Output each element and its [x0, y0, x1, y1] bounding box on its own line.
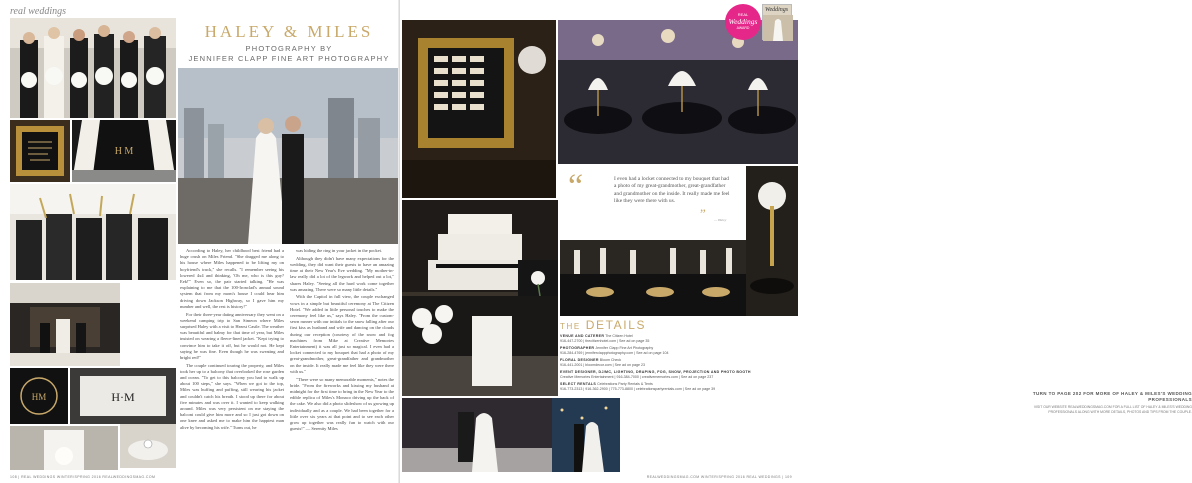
- champagne-toast-photo: [10, 184, 176, 280]
- reception-room-photo: [558, 20, 798, 164]
- bride-bouquet-photo: [10, 426, 118, 470]
- magazine-cover-thumbnail: [762, 4, 792, 40]
- svg-text:H M: H M: [114, 146, 134, 157]
- sign-frame-photo: [10, 120, 70, 182]
- detail-value: The Citizen Hotel: [605, 334, 633, 338]
- centerpiece-photo: [746, 166, 798, 316]
- left-page-footer: 108 | REAL WEDDINGS WINTER/SPRING 2016 REALWEDDINGSMAG.COM: [10, 475, 156, 479]
- badge-line2: Weddings: [728, 17, 758, 26]
- quote-attribution: — Haley: [714, 218, 727, 222]
- detail-value: Jennifer Clapp Fine Art Photography: [595, 346, 654, 350]
- ring-closeup-photo: [120, 424, 176, 468]
- table-setting-photo: [560, 240, 746, 316]
- detail-contact: 916-447-2700 | thecitizenhotel.com | See ad on page 35: [560, 339, 650, 343]
- svg-text:H·M: H·M: [111, 390, 135, 404]
- detail-contact: 916-284-4769 | jenniferclappphotography.com | See ad on page 104: [560, 351, 669, 355]
- byline-line2: JENNIFER CLAPP FINE ART PHOTOGRAPHY: [188, 54, 390, 63]
- detail-contact: Creative Memories Entertainment | 916-384-7000 | creativememories.com | See ad on page 237: [560, 375, 714, 379]
- quote-close-mark: ”: [700, 206, 706, 221]
- paragraph: According to Haley, her childhood best friend had a huge crush on Miles Friend. "She dragged me along to his house where Miles happened to be lifting my on boyfriend's truck," she recalls. "I remember seeing his lowered 4x4 and thinking, 'Oh me, who is this guy? Eek!'" Even so, the pair started talking. "He was explaining to me that the 100-Ironclad's annual sound system that from my mom's house I could hear him driving down Jackson Highway, so I gave him my number and well, the rest is history!": [180, 248, 284, 309]
- article-column-1: [180, 248, 284, 470]
- paragraph: The couple continued touring the property, and Miles took her up to a balcony that overlooked the rose garden and ocean. "To get to this balcony you had to walk up about 100 steps," she says. "When we got to the top, Miles was huffing and puffing, still wearing his jacket and couldn't catch his breath. I stood up there for about five minutes and was over it. I wanted to keep walking around. Miles was very persistent on me staying the balconi could give him more and so I just got down on one knee and asked me to make him the happiest man alive by becoming his wife." Turns out, he: [180, 362, 284, 430]
- paragraph: For their three-year dating anniversary they went on a weekend camping trip to San Simeon where Miles surprised Haley with a visit to Hearst Castle. The weather was beautiful and balmy for that time of year, but Miles insisted on wearing a fleece-lined jacket. "Kept trying to convince him to take it off, but he would not. He kept saying he was fine. Even though he was sweating and bright red!": [180, 311, 284, 360]
- bouquet-photo: [402, 296, 558, 396]
- badge-line3: AWARD: [736, 26, 750, 30]
- turn-to-page-note: [1018, 391, 1192, 415]
- first-dance-photo: [402, 398, 552, 472]
- boutonniere-photo: [518, 260, 558, 300]
- detail-item: [560, 334, 792, 344]
- quote-text: I even had a locket connected to my bouquet that had a photo of my great-grandmother, great-grandfather and grandmother on the inside. It really made me feel like they were there with us.: [614, 176, 730, 205]
- right-page: [400, 0, 1192, 483]
- seating-chart-frame-photo: [402, 20, 556, 198]
- section-label: real weddings: [10, 6, 67, 17]
- detail-label: EVENT DESIGNER, DJ/MC, LIGHTING, DRAPING, FOG, SNOW, PROJECTION AND PHOTO BOOTH: [560, 370, 751, 374]
- paragraph: Although they didn't have many expectations for the wedding, they did want their guests to have an amazing time at their New Year's Eve wedding. "My mother-in-law really did a lot of the legwork and helped out a lot," shares Haley. "Seeing all the hard work come together was amazing. There were so many little details.": [290, 255, 394, 292]
- pull-quote: [560, 166, 744, 236]
- detail-item: [560, 370, 792, 380]
- detail-value: Celebrations Party Rentals & Tents: [597, 382, 653, 386]
- article-column-2: [290, 248, 394, 470]
- detail-item: [560, 358, 792, 368]
- details-heading-main: DETAILS: [585, 318, 647, 332]
- monogram-runner-photo: [72, 120, 176, 182]
- wedding-details: [560, 318, 792, 394]
- paragraph: With the Capitol in full view, the couple exchanged vows in a simple but beautiful ceremony at The Citizen Hotel. "We added in little personal touches to make the ceremony feel like us," says Haley. "From the custom-sewn runner with our initials to the snow falling after our first kiss as husband and wife and dancing on the clouds during our reception (courtesy of the snow and fog machines from Mike at Creative Memories Entertainment) it was all just so magical. I even had a locket connected to my bouquet that had a photo of my great-grandmother, great-grandfather and grandmother on the inside. It really made me feel like they were there with us.": [290, 294, 394, 374]
- badge-line1: REAL: [737, 12, 749, 17]
- photographer-byline: [178, 44, 400, 64]
- hotel-entrance-photo: [10, 283, 120, 366]
- detail-label: SELECT RENTALS: [560, 382, 597, 386]
- dance-floor-monogram-photo: [70, 368, 176, 424]
- svg-text:HM: HM: [31, 392, 47, 402]
- details-heading-the: THE: [560, 322, 581, 331]
- detail-contact: 916-773-2313 | 916-362-2900 | 775-773-8800 | celebrationspartyrentals.com | See ad on page 39: [560, 387, 716, 391]
- night-couple-photo: [552, 398, 620, 472]
- detail-item: [560, 346, 792, 356]
- skyline-couple-photo: [178, 68, 398, 244]
- left-page: [0, 0, 400, 483]
- turn-note-heading: TURN TO PAGE 202 FOR MORE OF HALEY & MILES'S WEDDING PROFESSIONALS: [1032, 391, 1192, 402]
- byline-line1: PHOTOGRAPHY BY: [245, 44, 333, 53]
- detail-item: [560, 382, 792, 392]
- emblem-photo: [10, 368, 68, 424]
- magazine-logo: Weddings: [765, 7, 789, 13]
- detail-value: Bloom Check: [599, 358, 622, 362]
- paragraph: was hiding the ring in your jacket in the pocket.: [296, 248, 382, 253]
- award-badge: [725, 4, 761, 40]
- article-title: HALEY & MILES: [204, 22, 374, 41]
- turn-note-subtext: VISIT OUR WEBSITE REALWEDDINGSMAG.COM FOR A FULL LIST OF HALEY & MILES'S WEDDING PROFESSIONALS ALONG WITH MORE DETAILS, PHOTOS AND TIPS FROM THE COUPLE.: [1033, 405, 1192, 414]
- detail-label: VENUE AND CATERER: [560, 334, 605, 338]
- magazine-cover-image: [763, 15, 793, 41]
- bridesmaids-photo: [10, 18, 176, 118]
- quote-open-mark: “: [568, 168, 584, 205]
- detail-label: PHOTOGRAPHER: [560, 346, 595, 350]
- detail-label: FLORAL DESIGNER: [560, 358, 599, 362]
- detail-contact: 916-441-2001 | bloomdecor.com | See ad on page 23: [560, 363, 645, 367]
- right-page-footer: REALWEDDINGSMAG.COM WINTER/SPRING 2016 REAL WEDDINGS | 109: [646, 475, 792, 479]
- details-heading: [560, 318, 792, 332]
- paragraph: "There were so many memorable moments," notes the bride. "From the fireworks and kissing my husband at midnight for the first time to bring in the New Year to the edible replica of Miles's Monaco driving up the back of the cake. We also did a photo slideshow of us growing up individually and as a couple. We had been together for a little over six years at that point and to see each other grow up together was really fun to watch with our guests!" — Serenity Miles: [290, 376, 394, 432]
